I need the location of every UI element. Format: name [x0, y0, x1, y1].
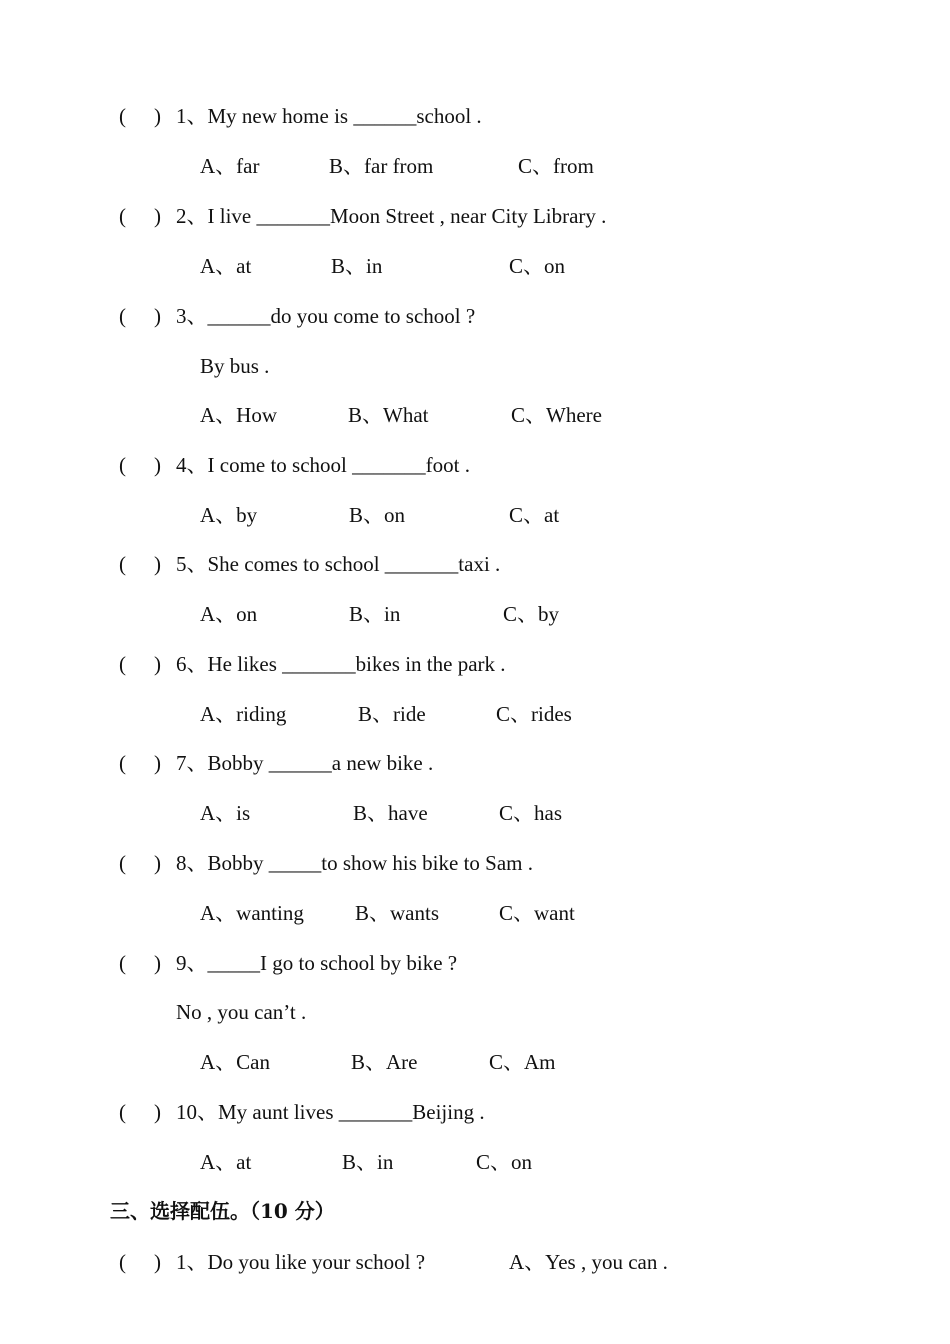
answer-paren-close: ): [154, 104, 161, 128]
answer-paren-open: (: [119, 851, 126, 875]
answer-paren-close: ): [154, 304, 161, 328]
answer-paren-open: (: [119, 453, 126, 477]
answer-paren-close: ): [154, 652, 161, 676]
answer-paren-open: (: [119, 104, 126, 128]
dialog-reply: By bus .: [200, 354, 270, 378]
option-a: A、wanting: [200, 901, 304, 925]
option-a: A、riding: [200, 702, 287, 726]
answer-paren-close: ): [154, 1100, 161, 1124]
option-a: A、How: [200, 403, 277, 427]
option-b: B、Are: [351, 1050, 418, 1074]
option-c: C、on: [509, 254, 566, 278]
question-text: 5、She comes to school _______taxi .: [176, 552, 501, 576]
option-c: C、at: [509, 503, 560, 527]
question-text: 7、Bobby ______a new bike .: [176, 751, 434, 775]
option-b: B、wants: [355, 901, 439, 925]
question-text: 4、I come to school _______foot .: [176, 453, 470, 477]
option-c: C、by: [503, 602, 560, 626]
option-c: C、Am: [489, 1050, 556, 1074]
answer-paren-close: ): [154, 1250, 161, 1274]
answer-paren-open: (: [119, 1100, 126, 1124]
answer-paren-close: ): [154, 552, 161, 576]
question-text: 2、I live _______Moon Street , near City Library .: [176, 204, 607, 228]
question-text: 1、My new home is ______school .: [176, 104, 482, 128]
option-b: B、What: [348, 403, 429, 427]
answer-paren-open: (: [119, 552, 126, 576]
option-b: B、on: [349, 503, 406, 527]
option-a: A、is: [200, 801, 251, 825]
option-c: C、on: [476, 1150, 533, 1174]
option-c: C、rides: [496, 702, 572, 726]
question-text: 9、_____I go to school by bike ?: [176, 951, 458, 975]
answer-paren-close: ): [154, 204, 161, 228]
dialog-reply: No , you can’t .: [176, 1000, 307, 1024]
question-text: 3、______do you come to school ?: [176, 304, 476, 328]
option-b: B、in: [342, 1150, 394, 1174]
option-a: A、at: [200, 1150, 252, 1174]
answer-paren-open: (: [119, 204, 126, 228]
option-a: A、on: [200, 602, 258, 626]
answer-paren-close: ): [154, 851, 161, 875]
option-a: A、at: [200, 254, 252, 278]
answer-paren-close: ): [154, 951, 161, 975]
answer-paren-close: ): [154, 751, 161, 775]
option-a: A、by: [200, 503, 258, 527]
option-b: B、have: [353, 801, 428, 825]
question-text: 8、Bobby _____to show his bike to Sam .: [176, 851, 534, 875]
option-c: C、Where: [511, 403, 602, 427]
question-text: 10、My aunt lives _______Beijing .: [176, 1100, 485, 1124]
option-c: C、has: [499, 801, 562, 825]
answer-paren-open: (: [119, 652, 126, 676]
option-b: B、far from: [329, 154, 434, 178]
option-b: B、in: [349, 602, 401, 626]
option-c: C、want: [499, 901, 575, 925]
answer-paren-open: (: [119, 1250, 126, 1274]
question-text: 6、He likes _______bikes in the park .: [176, 652, 506, 676]
option-b: B、ride: [358, 702, 426, 726]
matching-answer-a: A、Yes , you can .: [509, 1250, 668, 1274]
option-a: A、Can: [200, 1050, 270, 1074]
answer-paren-open: (: [119, 304, 126, 328]
question-text: 1、Do you like your school ?: [176, 1250, 426, 1274]
option-c: C、from: [518, 154, 594, 178]
option-a: A、far: [200, 154, 260, 178]
answer-paren-open: (: [119, 751, 126, 775]
option-b: B、in: [331, 254, 383, 278]
answer-paren-close: ): [154, 453, 161, 477]
section-3-title: 三、选择配伍。（10 分）: [110, 1199, 335, 1223]
answer-paren-open: (: [119, 951, 126, 975]
